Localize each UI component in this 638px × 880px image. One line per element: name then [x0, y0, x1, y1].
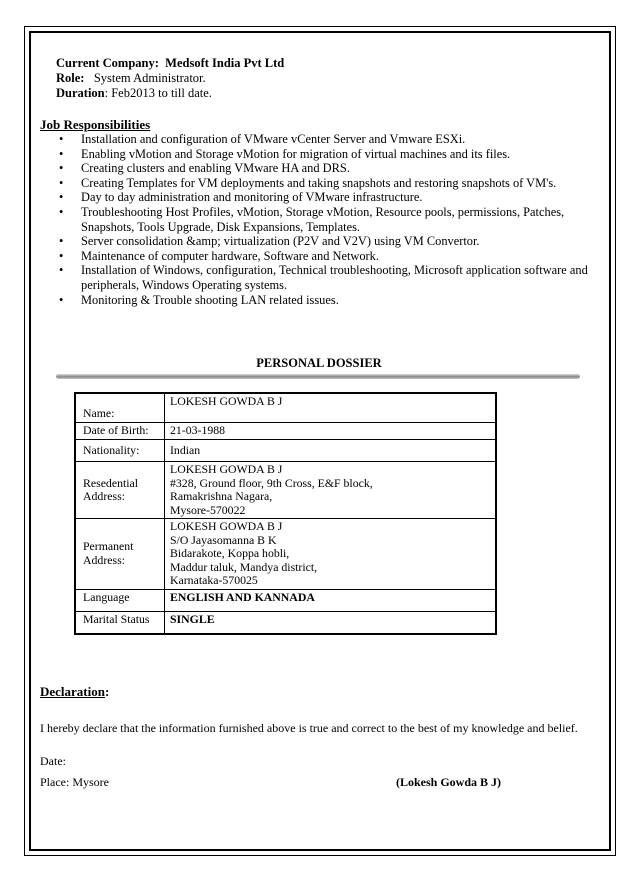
duration-line [56, 86, 284, 101]
company-label: Current Company: [56, 56, 159, 70]
list-item: • Maintenance of computer hardware, Software and Network. [56, 249, 596, 264]
section-divider [56, 374, 580, 379]
place-label: Place: Mysore [40, 775, 109, 789]
marital-status-value: SINGLE [165, 611, 497, 634]
list-item: • Installation of Windows, configuration, Technical troubleshooting, Microsoft application software and peripherals, Windows Operating systems. [56, 263, 596, 292]
table-row [75, 519, 496, 590]
declaration-text: I hereby declare that the information furnished above is true and correct to the best of my knowledge and belief. [40, 721, 578, 735]
permanent-address-label [75, 519, 165, 590]
table-row [75, 589, 496, 611]
address-line: Maddur taluk, Mandya district, [170, 559, 318, 574]
residential-address-label [75, 462, 165, 519]
declaration-title [40, 684, 109, 700]
nationality-label: Nationality: [75, 439, 165, 462]
residential-label-line-2: Address: [83, 489, 125, 503]
permanent-label-line-1: Permanent [83, 539, 134, 554]
job-responsibilities-title: Job Responsibilities [40, 117, 151, 132]
duration-label: Duration [56, 86, 105, 100]
list-item: • Troubleshooting Host Profiles, vMotion, Storage vMotion, Resource pools, permissions, Patches, Snapshots, Tools Upgrade, Disk Expansions, Templates. [56, 205, 596, 234]
address-line: Mysore-570022 [170, 502, 246, 517]
role-line [56, 71, 284, 86]
list-item: • Creating clusters and enabling VMware HA and DRS. [56, 161, 596, 176]
address-line: Ramakrishna Nagara, [170, 489, 273, 503]
role-value: System Administrator. [93, 71, 206, 85]
company-value: Medsoft India Pvt Ltd [165, 56, 285, 70]
list-item: • Day to day administration and monitoring of VMware infrastructure. [56, 190, 596, 205]
date-label: Date: [40, 754, 66, 768]
marital-status-label: Marital Status [75, 611, 165, 634]
permanent-address-value [165, 519, 497, 590]
residential-label-line-1: Resedential [83, 475, 139, 490]
table-row [75, 462, 496, 519]
table-row [75, 611, 496, 634]
language-label: Language [75, 589, 165, 611]
signature-name: (Lokesh Gowda B J) [396, 775, 502, 789]
language-value: ENGLISH AND KANNADA [165, 589, 497, 611]
job-responsibilities-list [56, 132, 596, 307]
personal-dossier-title: PERSONAL DOSSIER [256, 356, 382, 370]
personal-dossier-table [74, 392, 497, 635]
address-line: #328, Ground floor, 9th Cross, E&F block, [170, 475, 373, 490]
declaration-title-text: Declaration [40, 684, 105, 699]
list-item: • Server consolidation &amp; virtualization (P2V and V2V) using VM Convertor. [56, 234, 596, 249]
address-line: S/O Jayasomanna B K [170, 532, 277, 547]
duration-value: : Feb2013 to till date. [104, 86, 212, 100]
table-row [75, 439, 496, 462]
address-line: LOKESH GOWDA B J [170, 519, 283, 533]
declaration-title-colon: : [104, 684, 110, 699]
role-label: Role: [56, 71, 85, 85]
list-item: • Monitoring & Trouble shooting LAN related issues. [56, 293, 596, 308]
name-label: Name: [75, 393, 165, 423]
table-row [75, 423, 496, 440]
list-item: • Installation and configuration of VMware vCenter Server and Vmware ESXi. [56, 132, 596, 147]
residential-address-value [165, 462, 497, 519]
address-line: LOKESH GOWDA B J [170, 462, 283, 476]
nationality-value: Indian [165, 439, 497, 462]
dob-label: Date of Birth: [75, 423, 165, 440]
permanent-label-line-2: Address: [83, 552, 125, 567]
dob-value: 21-03-1988 [165, 423, 497, 440]
company-line [56, 56, 284, 71]
address-line: Bidarakote, Koppa hobli, [170, 546, 290, 560]
table-row [75, 393, 496, 423]
list-item: • Enabling vMotion and Storage vMotion for migration of virtual machines and its files. [56, 147, 596, 162]
current-company-block [56, 56, 284, 101]
name-value: LOKESH GOWDA B J [165, 393, 497, 423]
address-line: Karnataka-570025 [170, 573, 258, 587]
list-item: • Creating Templates for VM deployments and taking snapshots and restoring snapshots of VM's. [56, 176, 596, 191]
